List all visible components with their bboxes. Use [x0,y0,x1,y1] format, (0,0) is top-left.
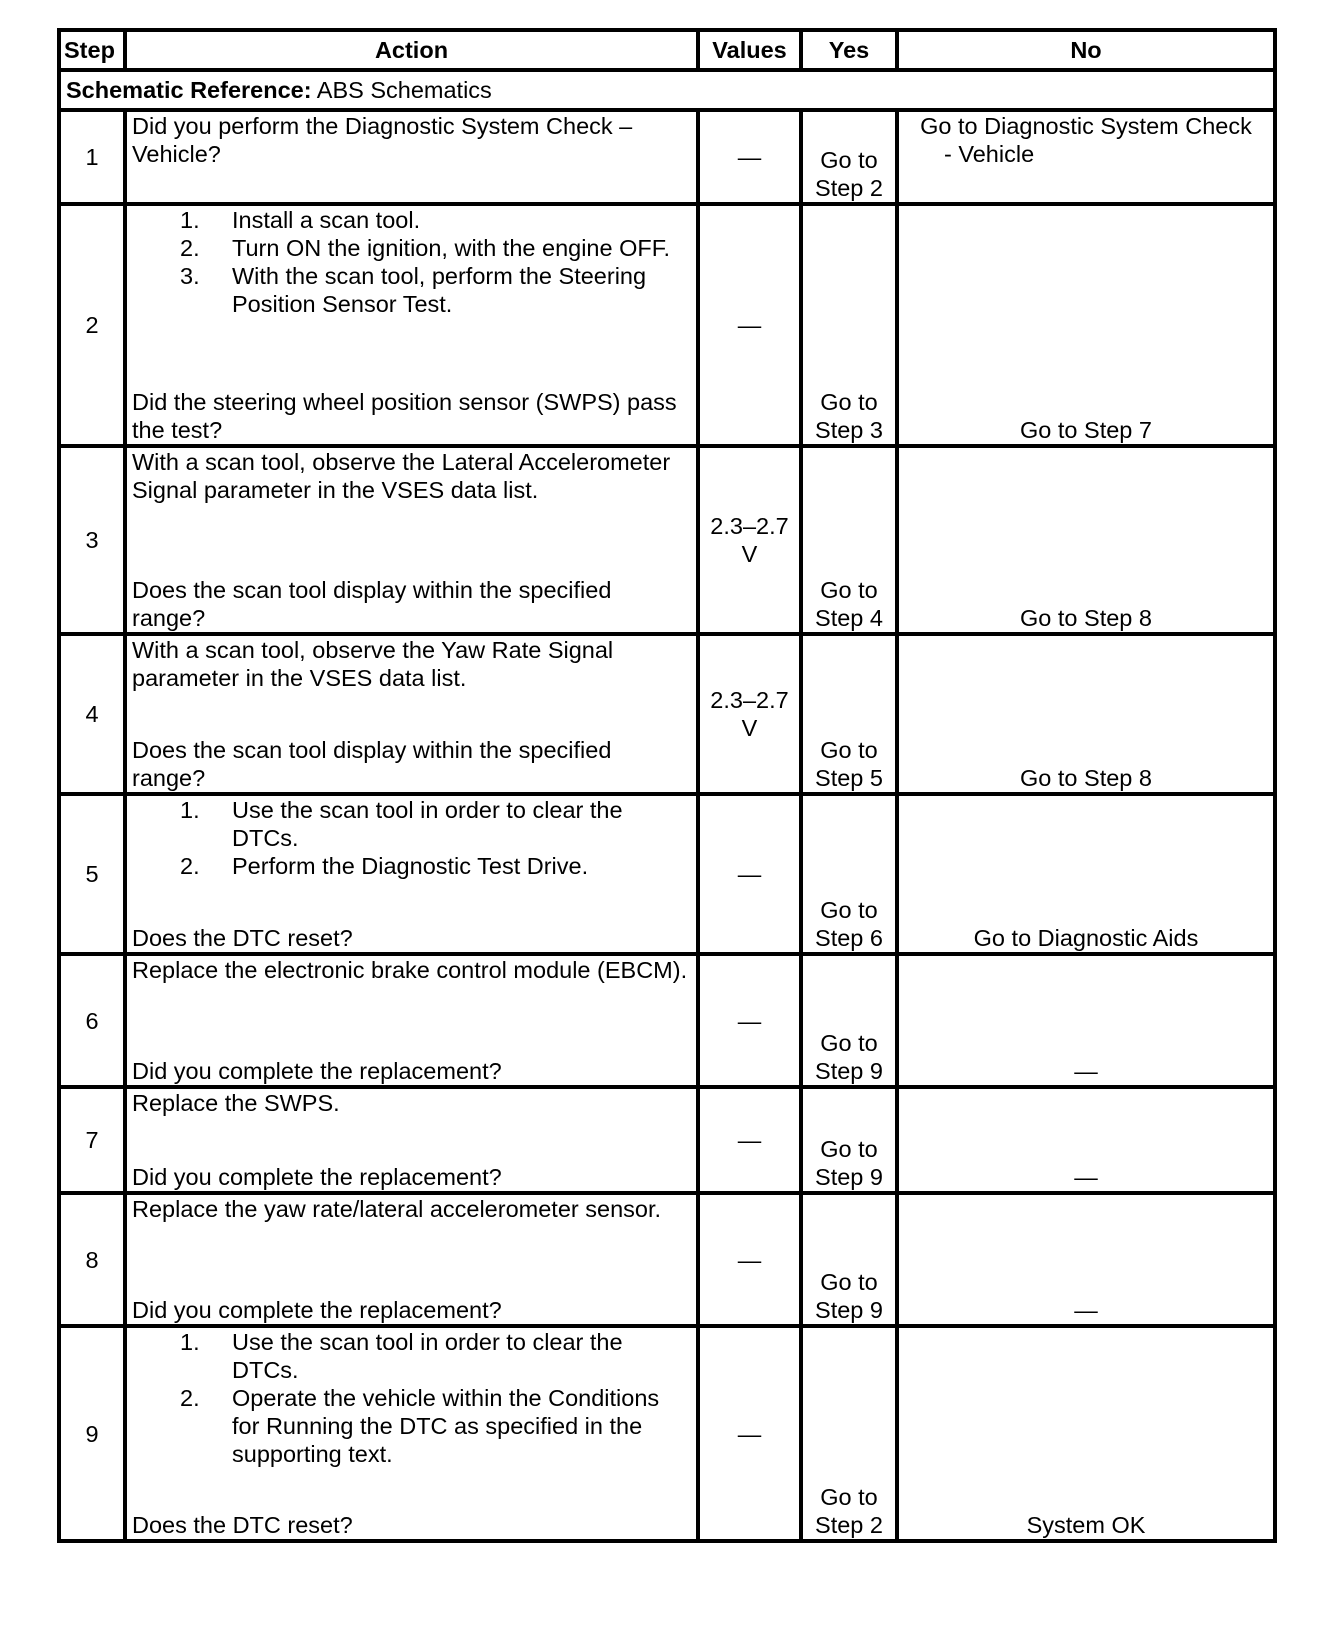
action-step-item: 1. Install a scan tool. [180,207,421,233]
action-step-item: 2. Turn ON the ignition, with the engine OFF. [180,235,671,261]
schematic-reference-link[interactable]: ABS Schematics [316,77,492,103]
schematic-reference-label: Schematic Reference: [66,77,312,103]
table-row [59,110,1275,204]
step-number: 4 [59,634,125,794]
no-cell: System OK [897,1326,1275,1541]
value-cell: — [698,1326,801,1541]
action-question: Does the scan tool display within the specified range? [132,737,612,791]
step-number: 5 [59,794,125,954]
action-step-item: 1. Use the scan tool in order to clear the DTCs. [180,797,623,851]
step-number: 2 [59,204,125,446]
yes-link[interactable]: Go to Step 2 [801,1326,897,1541]
action-step-item: 3. With the scan tool, perform the Steering Position Sensor Test. [180,263,647,317]
schematic-reference-row [59,70,1275,110]
step-number: 8 [59,1193,125,1326]
action-text: Replace the electronic brake control module (EBCM). [132,957,688,983]
yes-link[interactable]: Go to Step 2 [801,110,897,204]
action-text: Did you perform the Diagnostic System Check – Vehicle? [132,113,633,167]
yes-link[interactable]: Go to Step 9 [801,1193,897,1326]
no-link[interactable]: Go to Diagnostic Aids [897,794,1275,954]
table-row [59,1326,1275,1541]
action-steps [132,206,691,318]
action-cell [125,634,698,794]
step-number: 7 [59,1087,125,1193]
action-question: Does the scan tool display within the specified range? [132,577,612,631]
action-question: Did you complete the replacement? [132,1164,502,1190]
table-row [59,1087,1275,1193]
table-row [59,1193,1275,1326]
yes-link[interactable]: Go to Step 9 [801,954,897,1087]
action-text: With a scan tool, observe the Yaw Rate Signal parameter in the VSES data list. [132,637,614,691]
schematic-reference [59,70,1275,110]
no-link[interactable]: Go to Step 7 [897,204,1275,446]
action-question: Did you complete the replacement? [132,1058,502,1084]
action-cell [125,110,698,204]
table-row [59,794,1275,954]
action-step-item: 2. Operate the vehicle within the Conditions for Running the DTC as specified in the supporting text. [180,1385,660,1467]
table-row [59,204,1275,446]
action-question: Does the DTC reset? [132,1512,353,1538]
step-number: 1 [59,110,125,204]
header-action: Action [125,30,698,70]
table-row [59,954,1275,1087]
action-text: Replace the yaw rate/lateral accelerometer sensor. [132,1196,662,1222]
value-cell: — [698,204,801,446]
no-link-line1: Go to Diagnostic System Check [920,113,1252,139]
no-cell: — [897,954,1275,1087]
yes-link[interactable]: Go to Step 4 [801,446,897,634]
step-number: 9 [59,1326,125,1541]
value-cell: — [698,954,801,1087]
table-row [59,446,1275,634]
yes-link[interactable]: Go to Step 3 [801,204,897,446]
action-cell [125,1193,698,1326]
action-step-item: 2. Perform the Diagnostic Test Drive. [180,853,589,879]
action-cell [125,794,698,954]
action-cell [125,954,698,1087]
step-number: 3 [59,446,125,634]
action-steps [132,796,691,880]
action-cell [125,1087,698,1193]
no-link[interactable] [897,110,1275,204]
action-step-item: 1. Use the scan tool in order to clear the DTCs. [180,1329,623,1383]
value-cell: 2.3–2.7 V [698,634,801,794]
value-cell: — [698,1193,801,1326]
action-cell [125,204,698,446]
yes-link[interactable]: Go to Step 9 [801,1087,897,1193]
no-link[interactable]: Go to Step 8 [897,446,1275,634]
no-link[interactable]: Go to Step 8 [897,634,1275,794]
yes-link[interactable]: Go to Step 6 [801,794,897,954]
action-question: Did you complete the replacement? [132,1297,502,1323]
value-cell: — [698,110,801,204]
no-link-line2: - Vehicle [944,141,1035,167]
header-values: Values [698,30,801,70]
no-cell: — [897,1087,1275,1193]
header-no: No [897,30,1275,70]
value-cell: — [698,1087,801,1193]
action-cell [125,1326,698,1541]
table-row [59,634,1275,794]
step-number: 6 [59,954,125,1087]
header-row [59,30,1275,70]
action-question: Does the DTC reset? [132,925,353,951]
no-cell: — [897,1193,1275,1326]
action-cell [125,446,698,634]
header-yes: Yes [801,30,897,70]
value-cell: 2.3–2.7 V [698,446,801,634]
diagnostic-table [57,28,1277,1543]
value-cell: — [698,794,801,954]
action-question: Did the steering wheel position sensor (SWPS) pass the test? [132,389,677,443]
yes-link[interactable]: Go to Step 5 [801,634,897,794]
action-text: Replace the SWPS. [132,1090,340,1116]
header-step: Step [59,30,125,70]
action-steps [132,1328,691,1468]
action-text: With a scan tool, observe the Lateral Accelerometer Signal parameter in the VSES data list. [132,449,671,503]
